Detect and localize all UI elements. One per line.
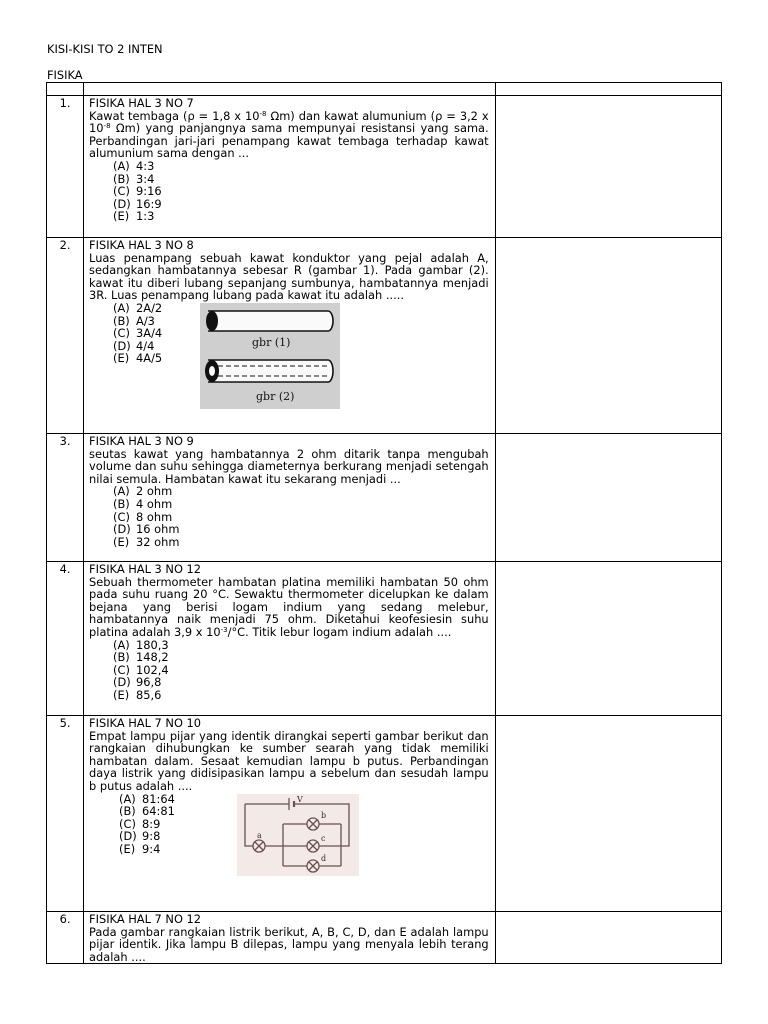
circuit-label: a xyxy=(256,830,262,840)
option-list xyxy=(89,485,489,548)
question-cell xyxy=(84,238,496,434)
question-cell xyxy=(84,562,496,716)
wire-figure xyxy=(200,303,340,409)
answer-option: (B) 3:4 xyxy=(113,171,155,186)
question-title: FISIKA HAL 7 NO 10 xyxy=(89,716,202,730)
answer-option: (C) 8:9 xyxy=(119,816,161,831)
answer-option: (D) 16:9 xyxy=(113,196,162,211)
answer-option: (E) 32 ohm xyxy=(113,534,180,549)
question-number: 1. xyxy=(47,96,84,238)
answer-option: (D) 4/4 xyxy=(113,338,155,353)
circuit-label: c xyxy=(320,833,326,843)
answer-option: (B) 148,2 xyxy=(113,650,169,665)
question-title: FISIKA HAL 3 NO 9 xyxy=(89,434,194,448)
answer-option: (A) 81:64 xyxy=(119,791,175,806)
empty-cell xyxy=(47,83,84,96)
answer-option: (B) 64:81 xyxy=(119,804,175,819)
empty-cell xyxy=(84,83,496,96)
question-cell xyxy=(84,96,496,238)
question-row xyxy=(47,238,722,434)
circuit-label: b xyxy=(320,810,326,820)
answer-option: (C) 3A/4 xyxy=(113,326,163,341)
question-number: 2. xyxy=(47,238,84,434)
option-list xyxy=(89,639,489,702)
notes-cell xyxy=(495,912,721,964)
empty-cell xyxy=(495,83,721,96)
question-number: 3. xyxy=(47,434,84,562)
question-title: FISIKA HAL 3 NO 12 xyxy=(89,562,202,576)
answer-option: (A) 4:3 xyxy=(113,158,155,173)
question-title: FISIKA HAL 3 NO 8 xyxy=(89,238,194,252)
document-title: KISI-KISI TO 2 INTEN xyxy=(47,42,163,56)
notes-cell xyxy=(495,238,721,434)
question-text: Pada gambar rangkaian listrik berikut, A, B, C, D, dan E adalah lampu pijar identik. Jika lampu B dilepas, lampu yang menyala lebih terang adalah .... xyxy=(89,924,489,964)
answer-option: (C) 8 ohm xyxy=(113,509,173,524)
question-row xyxy=(47,562,722,716)
circuit-label: d xyxy=(320,853,326,863)
option-list xyxy=(89,793,175,856)
answer-option: (E) 1:3 xyxy=(113,209,155,224)
answer-option: (D) 16 ohm xyxy=(113,522,180,537)
answer-option: (D) 9:8 xyxy=(119,829,161,844)
question-text: seutas kawat yang hambatannya 2 ohm ditarik tanpa mengubah volume dan suhu sehingga diameternya berkurang menjadi setengah nilai semula. Hambatan kawat itu sekarang menjadi ... xyxy=(89,446,489,486)
notes-cell xyxy=(495,96,721,238)
question-number: 4. xyxy=(47,562,84,716)
answer-option: (A) 2 ohm xyxy=(113,484,173,499)
answer-option: (D) 96,8 xyxy=(113,675,162,690)
question-table xyxy=(46,82,722,964)
question-text: Luas penampang sebuah kawat konduktor yang pejal adalah A, sedangkan hambatannya sebesar R (gambar 1). Pada gambar (2). kawat itu diberi lubang sepanjang sumbunya, hambatannya menjadi 3R. Luas penampang lubang pada kawat itu adalah ..... xyxy=(89,250,489,303)
question-row xyxy=(47,912,722,964)
question-title: FISIKA HAL 3 NO 7 xyxy=(89,96,194,110)
question-row xyxy=(47,96,722,238)
answer-option: (E) 4A/5 xyxy=(113,351,163,366)
figure-label: gbr (1) xyxy=(252,335,291,349)
question-cell xyxy=(84,434,496,562)
answer-option: (B) 4 ohm xyxy=(113,496,173,511)
answer-option: (C) 9:16 xyxy=(113,184,162,199)
notes-cell xyxy=(495,434,721,562)
subject-label: FISIKA xyxy=(47,68,83,82)
question-cell xyxy=(84,912,496,964)
notes-cell xyxy=(495,716,721,912)
question-text: Empat lampu pijar yang identik dirangkai seperti gambar berikut dan rangkaian dihubungkan ke sumber searah yang tidak memiliki hambatan dalam. Sesaat kemudian lampu b putus. Perbandingan daya listrik yang didisipasikan lampu a sebelum dan sesudah lampu b putus adalah .... xyxy=(89,728,489,793)
question-text: Kawat tembaga (ρ = 1,8 x $10^{-8}$ Ωm) dan kawat alumunium (ρ = 3,2 x $10^{-8}$ Ωm) yang panjangnya sama mempunyai resistansi yang sama. Perbandingan jari-jari penampang kawat tembaga terhadap kawat alumunium sama dengan ... xyxy=(89,108,489,161)
answer-option: (C) 102,4 xyxy=(113,662,169,677)
answer-option: (A) 180,3 xyxy=(113,637,169,652)
answer-option: (A) 2A/2 xyxy=(113,300,163,315)
question-number: 5. xyxy=(47,716,84,912)
question-row xyxy=(47,434,722,562)
question-number: 6. xyxy=(47,912,84,964)
answer-option: (E) 9:4 xyxy=(119,841,161,856)
table-header-row xyxy=(47,83,722,96)
question-row xyxy=(47,716,722,912)
question-text: Sebuah thermometer hambatan platina memiliki hambatan 50 ohm pada suhu ruang 20 °C. Sewaktu thermometer dicelupkan ke dalam bejana yang berisi logam indium yang sedang melebur, hambatannya naik menjadi 75 ohm. Diketahui keofesiesin suhu platina adalah 3,9 x $10^{-3}/^\circ C$. Titik lebur logam indium adalah .... xyxy=(89,574,489,639)
figure-label: gbr (2) xyxy=(256,389,295,403)
circuit-figure xyxy=(237,794,359,876)
answer-option: (B) A/3 xyxy=(113,313,155,328)
question-cell xyxy=(84,716,496,912)
circuit-label: V xyxy=(296,794,303,804)
option-list xyxy=(89,302,162,365)
answer-option: (E) 85,6 xyxy=(113,687,162,702)
notes-cell xyxy=(495,562,721,716)
question-title: FISIKA HAL 7 NO 12 xyxy=(89,912,202,926)
option-list xyxy=(89,160,489,223)
